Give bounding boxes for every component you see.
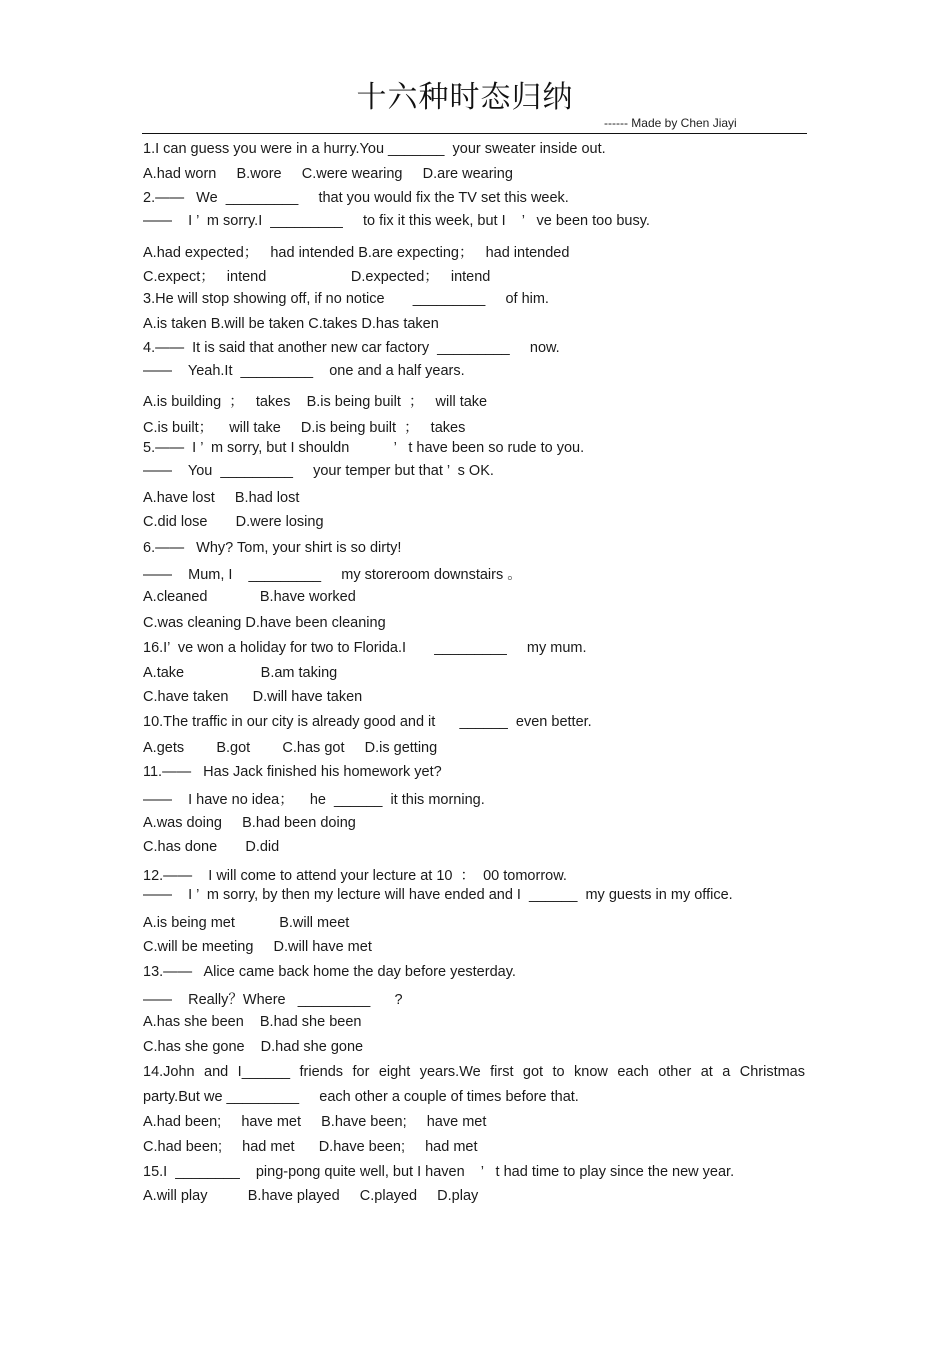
question-3-options: A.is taken B.will be taken C.takes D.has taken [143, 316, 439, 332]
question-6-options-cd: C.was cleaning D.have been cleaning [143, 615, 386, 631]
question-2-stem: 2.—— We _________ that you would fix the TV set this week. [143, 190, 569, 206]
question-13-stem: 13.—— Alice came back home the day before yesterday. [143, 964, 516, 980]
question-2-options-ab: A.had expected； had intended B.are expecting； had intended [143, 245, 570, 261]
question-10-stem: 10.The traffic in our city is already good and it ______ even better. [143, 714, 592, 730]
question-14-options-cd: C.had been; had met D.have been; had met [143, 1139, 478, 1155]
question-5-stem: 5.—— I ’ m sorry, but I shouldn ’ t have been so rude to you. [143, 440, 585, 456]
author-byline: ------ Made by Chen Jiayi [604, 116, 737, 130]
question-13-options-ab: A.has she been B.had she been [143, 1014, 362, 1030]
question-10-options: A.gets B.got C.has got D.is getting [143, 740, 438, 756]
question-5-options-ab: A.have lost B.had lost [143, 490, 300, 506]
question-11-options-ab: A.was doing B.had been doing [143, 815, 356, 831]
question-14-stem-continued: party.But we _________ each other a couple of times before that. [143, 1089, 579, 1105]
question-1-stem: 1.I can guess you were in a hurry.You _______ your sweater inside out. [143, 141, 606, 157]
question-4-options-cd: C.is built； will take D.is being built ； takes [143, 420, 466, 436]
question-14-options-ab: A.had been; have met B.have been; have met [143, 1114, 487, 1130]
question-15-stem: 15.I ________ ping-pong quite well, but I haven ’ t had time to play since the new year. [143, 1164, 735, 1180]
question-3-stem: 3.He will stop showing off, if no notice _________ of him. [143, 291, 549, 307]
question-16-stem: 16.I’ ve won a holiday for two to Florida.I _________ my mum. [143, 640, 587, 656]
question-6-options-ab: A.cleaned B.have worked [143, 589, 356, 605]
question-16-options-cd: C.have taken D.will have taken [143, 689, 363, 705]
question-16-options-ab: A.take B.am taking [143, 665, 338, 681]
question-15-options: A.will play B.have played C.played D.play [143, 1188, 479, 1204]
question-6-reply: —— Mum, I _________ my storeroom downstairs 。 [143, 567, 522, 583]
question-1-options: A.had worn B.wore C.were wearing D.are wearing [143, 166, 513, 182]
question-4-stem: 4.—— It is said that another new car factory _________ now. [143, 340, 560, 356]
question-4-options-ab: A.is building ； takes B.is being built ； will take [143, 394, 488, 410]
question-11-stem: 11.—— Has Jack finished his homework yet? [143, 764, 442, 780]
question-11-reply: —— I have no idea； he ______ it this morning. [143, 792, 485, 808]
header-divider [142, 133, 807, 134]
question-5-reply: —— You _________ your temper but that ’ s OK. [143, 463, 494, 479]
question-5-options-cd: C.did lose D.were losing [143, 514, 324, 530]
question-12-stem: 12.—— I will come to attend your lecture at 10 ： 00 tomorrow. [143, 868, 567, 884]
question-12-options-cd: C.will be meeting D.will have met [143, 939, 372, 955]
question-4-reply: —— Yeah.It _________ one and a half years. [143, 363, 465, 379]
question-12-reply: —— I ’ m sorry, by then my lecture will have ended and I ______ my guests in my office. [143, 887, 733, 903]
question-14-stem: 14.John and I______ friends for eight years.We first got to know each other at a Christmas [143, 1064, 805, 1080]
question-13-options-cd: C.has she gone D.had she gone [143, 1039, 364, 1055]
question-13-reply: —— Really？Where _________ ? [143, 992, 403, 1008]
document-title: 十六种时态归纳 [356, 80, 574, 115]
question-2-reply: —— I ’ m sorry.I _________ to fix it this week, but I ’ ve been too busy. [143, 213, 650, 229]
question-2-options-cd: C.expect； intend D.expected； intend [143, 269, 491, 285]
question-11-options-cd: C.has done D.did [143, 839, 280, 855]
question-12-options-ab: A.is being met B.will meet [143, 915, 350, 931]
question-6-stem: 6.—— Why? Tom, your shirt is so dirty! [143, 540, 402, 556]
